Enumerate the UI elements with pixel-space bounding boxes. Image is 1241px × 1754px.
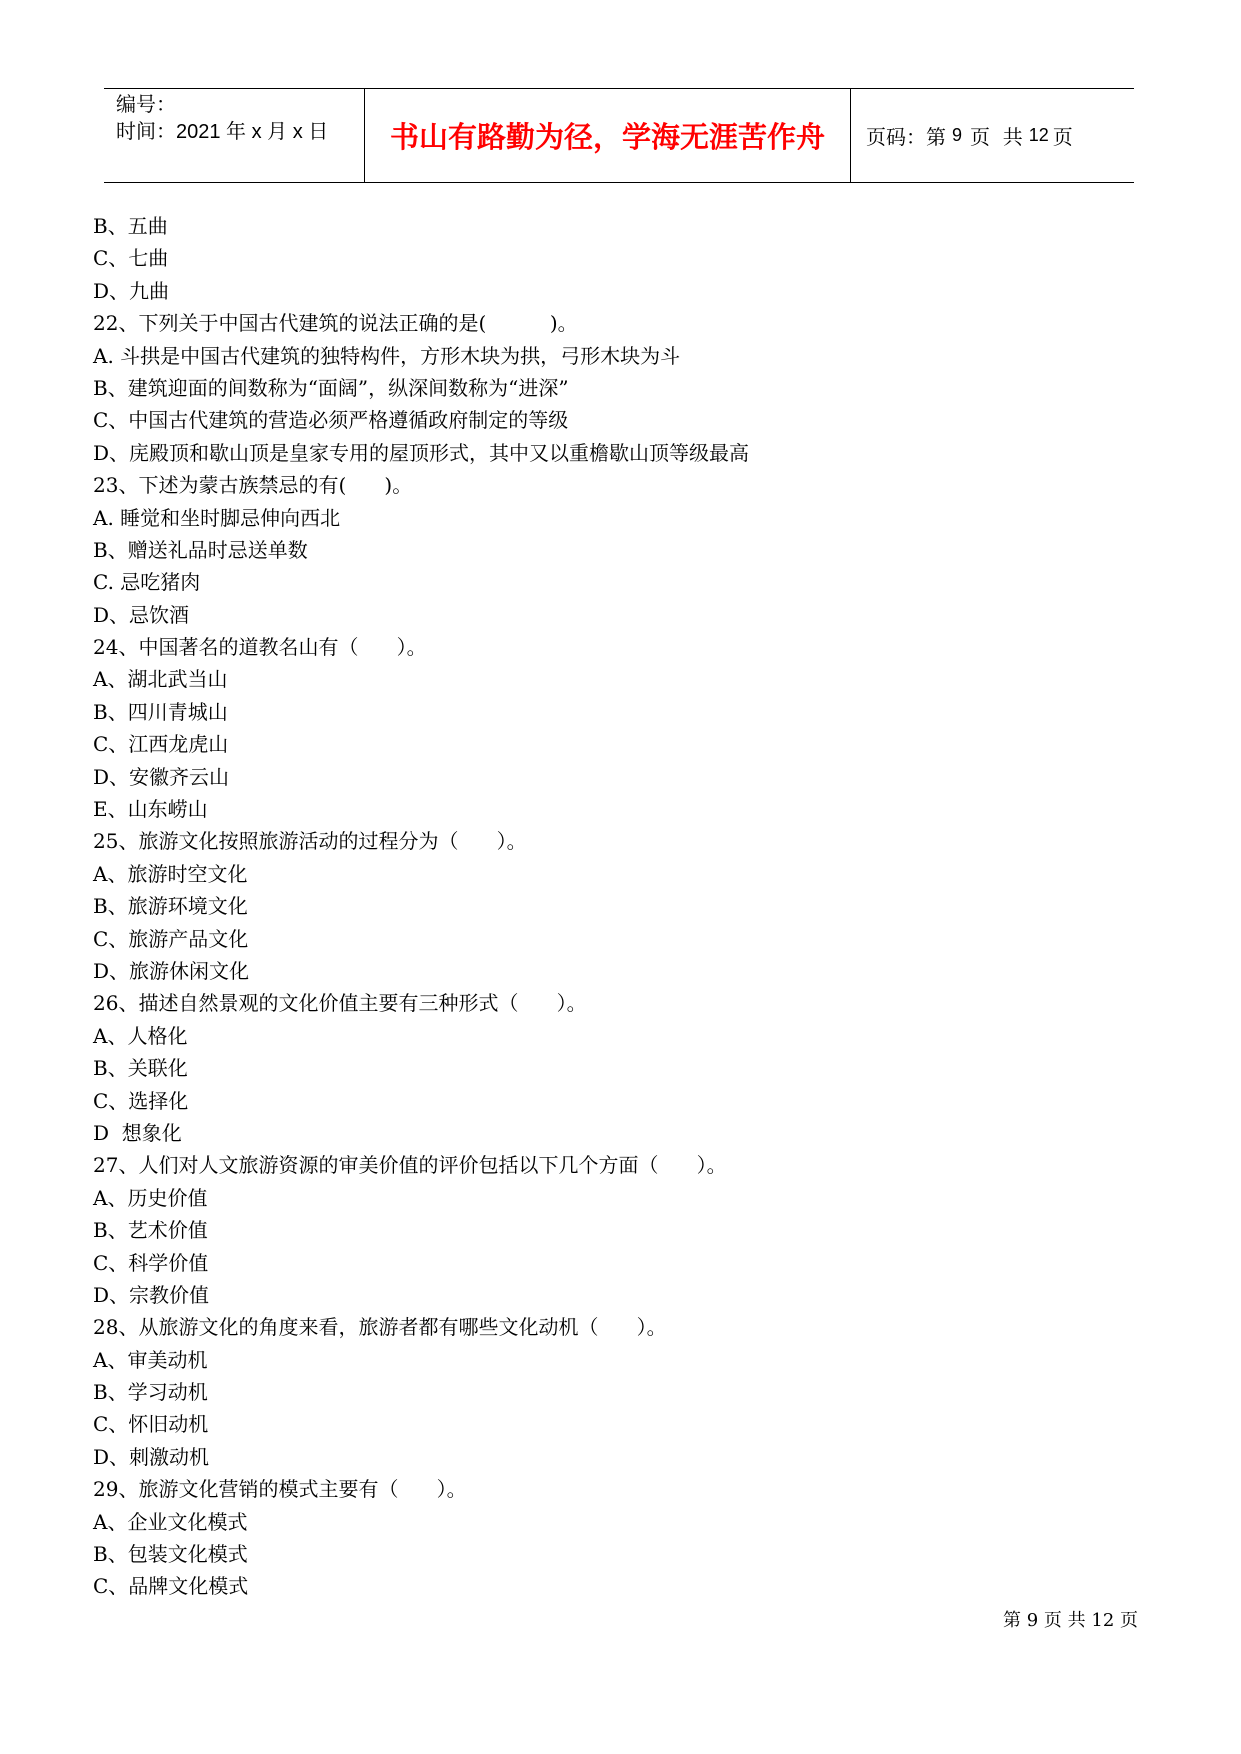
answer-option: A、旅游时空文化	[93, 861, 248, 886]
answer-option: A、历史价值	[93, 1185, 208, 1210]
doc-time-label: 时间：2021 年 x 月 x 日	[116, 121, 329, 143]
answer-option: C、品牌文化模式	[93, 1574, 249, 1599]
answer-option: A、审美动机	[93, 1347, 208, 1372]
question-list	[93, 210, 1143, 1603]
question-stem: 27、人们对人文旅游资源的审美价值的评价包括以下几个方面（ ）。	[93, 1153, 727, 1178]
answer-option: A、企业文化模式	[93, 1509, 248, 1534]
question-stem: 24、中国著名的道教名山有（ ）。	[93, 635, 427, 660]
page-prefix: 页码：第	[866, 125, 946, 149]
answer-option: A、人格化	[93, 1023, 188, 1048]
question-stem: 28、从旅游文化的角度来看，旅游者都有哪些文化动机（ ）。	[93, 1315, 667, 1340]
answer-option: C. 忌吃猪肉	[93, 570, 201, 595]
header-motto: 书山有路勤为径，学海无涯苦作舟	[389, 120, 825, 154]
answer-option: D、九曲	[93, 278, 170, 303]
question-stem: 25、旅游文化按照旅游活动的过程分为（ ）。	[93, 829, 527, 854]
answer-option: C、旅游产品文化	[93, 926, 249, 951]
page-suffix: 页	[1052, 125, 1073, 149]
answer-option: C、江西龙虎山	[93, 732, 229, 757]
answer-option: D、安徽齐云山	[93, 764, 230, 789]
page-footer: 第 9 页 共 12 页	[1003, 1610, 1138, 1631]
answer-option: C、中国古代建筑的营造必须严格遵循政府制定的等级	[93, 408, 569, 433]
header-divider-right	[850, 89, 851, 182]
answer-option: D、宗教价值	[93, 1282, 210, 1307]
doc-number-label: 编号：	[116, 94, 176, 116]
answer-option: D、忌饮酒	[93, 602, 190, 627]
answer-option: A、湖北武当山	[93, 667, 228, 692]
header-page-number	[866, 89, 1073, 182]
answer-option: B、四川青城山	[93, 699, 228, 724]
answer-option: D 想象化	[93, 1120, 182, 1145]
question-stem: 26、描述自然景观的文化价值主要有三种形式（ ）。	[93, 991, 587, 1016]
page-mid: 页 共	[970, 125, 1023, 149]
answer-option: B、关联化	[93, 1056, 188, 1081]
answer-option: C、科学价值	[93, 1250, 209, 1275]
answer-option: B、赠送礼品时忌送单数	[93, 537, 308, 562]
answer-option: B、建筑迎面的间数称为“面阔”，纵深间数称为“进深”	[93, 375, 569, 400]
page-total: 12	[1028, 125, 1049, 145]
answer-option: B、包装文化模式	[93, 1542, 248, 1567]
answer-option: D、旅游休闲文化	[93, 958, 250, 983]
header-meta	[116, 89, 366, 182]
answer-option: C、选择化	[93, 1088, 189, 1113]
answer-option: B、学习动机	[93, 1380, 208, 1405]
question-stem: 29、旅游文化营销的模式主要有（ ）。	[93, 1477, 467, 1502]
page-header	[104, 88, 1134, 183]
answer-option: B、旅游环境文化	[93, 894, 248, 919]
answer-option: A. 睡觉和坐时脚忌伸向西北	[93, 505, 341, 530]
answer-option: C、七曲	[93, 246, 169, 271]
answer-option: B、艺术价值	[93, 1218, 208, 1243]
page-current: 9	[952, 125, 963, 145]
question-stem: 23、下述为蒙古族禁忌的有( )。	[93, 473, 413, 498]
question-stem: 22、下列关于中国古代建筑的说法正确的是( )。	[93, 311, 578, 336]
answer-option: C、怀旧动机	[93, 1412, 209, 1437]
answer-option: D、刺激动机	[93, 1444, 210, 1469]
answer-option: A. 斗拱是中国古代建筑的独特构件，方形木块为拱，弓形木块为斗	[93, 343, 681, 368]
answer-option: B、五曲	[93, 214, 168, 238]
answer-option: E、山东崂山	[93, 797, 208, 822]
answer-option: D、庑殿顶和歇山顶是皇家专用的屋顶形式，其中又以重檐歇山顶等级最高	[93, 440, 750, 465]
